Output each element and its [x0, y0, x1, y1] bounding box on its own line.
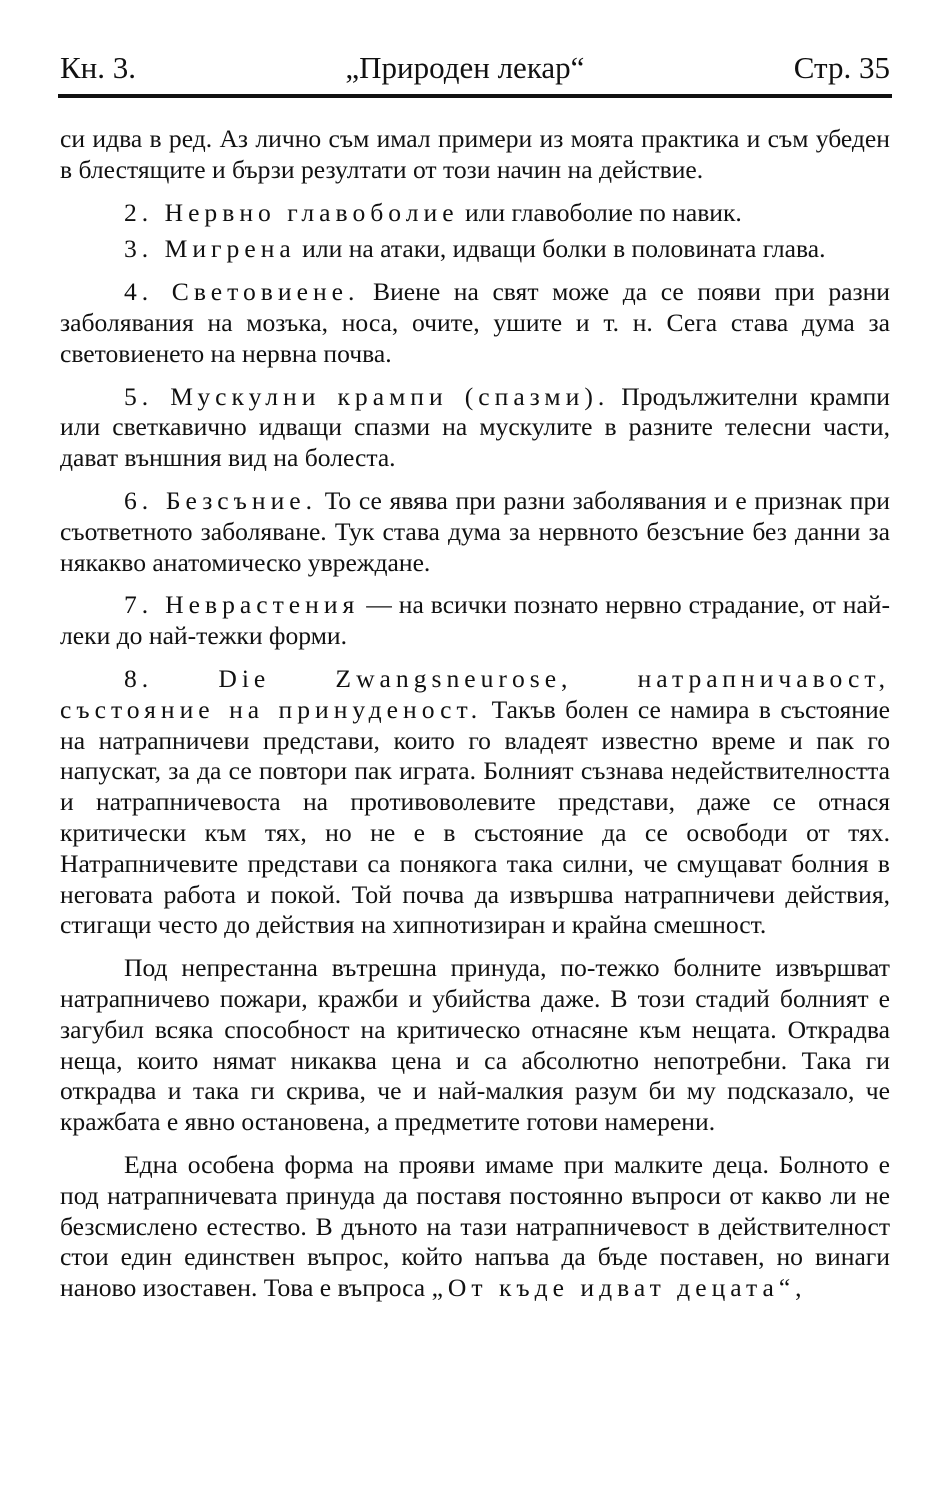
- paragraph-continuation: [60, 124, 890, 186]
- item-term: 6. Безсъние.: [124, 485, 318, 515]
- item-text: или главоболие по навик.: [458, 197, 742, 227]
- list-item-2: [60, 198, 890, 229]
- item-text: Продължителни крампи или светкавично идващи спазми на мускулите в разните телесни части, дават външния вид на болеста.: [60, 381, 891, 473]
- paragraph-children: [60, 1150, 890, 1304]
- item-text: — на всички познато нервно страдание, от най-леки до най-тежки форми.: [60, 590, 891, 651]
- running-header: [60, 46, 890, 90]
- list-item-6: [60, 486, 890, 578]
- list-item-7: [60, 590, 890, 652]
- list-item-8: [60, 664, 890, 941]
- item-text: или на атаки, идващи болки в половината глава.: [295, 234, 826, 264]
- book-number: Кн. 3.: [60, 50, 137, 85]
- paragraph-text: си идва в ред. Аз лично съм имал примери из моята практика и съм убеден в блестящите и бързи резултати от този начин на действие.: [60, 124, 890, 184]
- list-item-3: [60, 234, 890, 265]
- paragraph-compulsion: [60, 953, 890, 1138]
- paragraph-text: Под непрестанна вътрешна принуда, по-тежко болните извършват натрапничево пожари, кражби и убийства даже. В този стадий болният е загубил всяка способност на критическо отнасяне към нещата. Открадва неща, които нямат никаква цена и са абсолютно непотребни. Така ги открадва и така ги скрива, че и най-малкия разум би му подсказало, че кражбата е явно остановена, а предметите готови намерени.: [60, 953, 890, 1137]
- item-text: Виене на свят може да се появи при разни заболявания на мозъка, носа, очите, ушите и т. н. Сега става дума за световиенето на нервна почва.: [60, 277, 890, 368]
- item-term: 7. Неврастения: [124, 590, 360, 620]
- item-term: 3. Мигрена: [124, 234, 296, 264]
- paragraph-tail: „От къде идват децата“,: [431, 1273, 807, 1303]
- list-item-4: [60, 277, 890, 369]
- list-item-5: [60, 382, 890, 474]
- item-term: 5. Мускулни крампи (спазми).: [124, 381, 610, 411]
- item-term: 8. Die Zwangsneurose, натрапничавост, състояние на принуденост.: [60, 663, 890, 724]
- item-text: Такъв болен се намира в състояние на натрапничеви представи, които го владеят известно време и пак го напускат, за да се повтори пак играта. Болният съзнава недействителността и натрапничевоста на противоволевите представи, даже се отнася критически към тях, но не е в състояние да се освободи от тях. Натрапничевите представи са понякога така силни, че смущават болния в неговата работа и покой. Той почва да извършва натрапничеви действия, стигащи често до действия на хипнотизиран и крайна смешност.: [60, 694, 890, 940]
- header-rule: [58, 94, 892, 98]
- item-term: 4. Световиене.: [124, 277, 360, 307]
- page-number: Стр. 35: [793, 50, 890, 85]
- running-title: „Природен лекар“: [345, 50, 585, 85]
- item-term: 2. Нервно главоболие: [124, 197, 459, 227]
- item-text: То се явява при разни заболявания и е признак при съответното заболяване. Тук става дума за нервното безсъние без данни за някакво анатомическо увреждане.: [60, 485, 890, 577]
- paragraph-text: Една особена форма на прояви имаме при малките деца. Болното е под натрапничевата принуда да поставя постоянно въпроси от какво ли не безсмислено естество. В дъното на тази натрапничевост в действителност стои един единствен въпрос, който напъва да бъде поставен, но винаги наново изоставен. Това е въпроса: [60, 1149, 890, 1303]
- page-body: [60, 124, 890, 1316]
